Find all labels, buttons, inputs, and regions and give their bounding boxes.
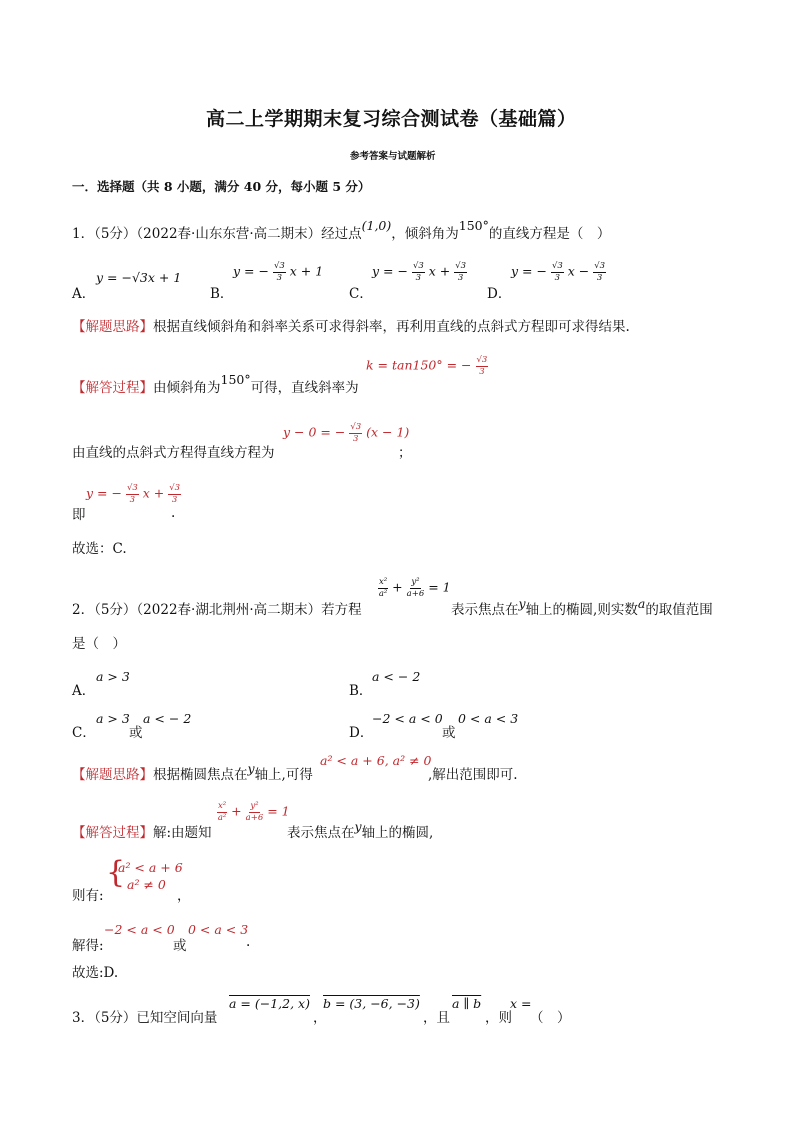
q2-proc-a: 解:由题知 xyxy=(153,825,212,841)
q2-proc-tag: 【解答过程】 xyxy=(72,825,153,841)
q1-option-c[interactable] xyxy=(349,282,373,302)
q2-stem-a: 2．（5分）（2022春·湖北荆州·高二期末）若方程 xyxy=(72,602,362,618)
q2-opt-b-label: B． xyxy=(349,683,373,699)
q2-idea-a: 根据椭圆焦点在 xyxy=(153,767,248,783)
q1-semicolon: ； xyxy=(398,445,412,461)
q1-stem-c: 的直线方程是（ ） xyxy=(488,226,611,242)
q2-opt-a-label: A． xyxy=(72,683,96,699)
q2-proc-b: 表示焦点在 xyxy=(287,825,355,841)
q3-stem-c: ，则 xyxy=(485,1010,512,1026)
q1-line2: 由直线的点斜式方程得直线方程为 xyxy=(72,445,275,461)
q2-then: 则有: xyxy=(72,888,104,904)
q1-option-b-formula: y = − $\frac{√3}{3}$ x + 1 xyxy=(233,261,324,283)
q1-stem xyxy=(72,218,611,242)
q2-proc-ellipse-formula: $\frac{\text{x²}}{\text{a²}}$ + $\frac{\text{y²}}{a+6}$ = 1 xyxy=(217,801,290,823)
q3-stem xyxy=(72,1006,217,1026)
q3-sep: ， xyxy=(313,1010,327,1026)
q2-proc-y: y xyxy=(354,819,362,834)
q2-idea-y: y xyxy=(247,761,255,776)
q2-option-d-formula-1: −2 < a < 0 xyxy=(372,711,443,726)
q1-point: (1,0) xyxy=(361,218,392,233)
q2-stem-cont xyxy=(451,598,713,618)
q1-option-a-formula: y = −√3x + 1 xyxy=(96,270,182,285)
q2-solution-or: 或 xyxy=(173,938,187,954)
q2-proc-c: 轴上的椭圆, xyxy=(361,825,434,841)
q2-process xyxy=(72,821,212,841)
q3-stem-d: （ ） xyxy=(530,1010,571,1026)
q2-option-d[interactable] xyxy=(349,721,373,741)
q2-ellipse-formula: $\frac{\text{x²}}{\text{a²}}$ + $\frac{\text{y²}}{a+6}$ = 1 xyxy=(378,577,451,599)
q1-result-formula: y = − $\frac{√3}{3}$ x + $\frac{√3}{3}$ xyxy=(86,483,181,505)
q1-ji: 即 xyxy=(72,507,86,523)
q2-stem xyxy=(72,598,362,618)
q1-option-a[interactable] xyxy=(72,282,95,302)
q1-dot: . xyxy=(171,505,176,521)
q2-system-brace: { xyxy=(106,855,126,890)
q1-proc-tag: 【解答过程】 xyxy=(72,380,153,396)
q2-idea xyxy=(72,763,313,783)
q2-option-c-or: 或 xyxy=(129,725,143,741)
q3-stem-b: ，且 xyxy=(423,1010,450,1026)
q2-stem-c: 轴上的椭圆,则实数 xyxy=(525,602,638,618)
q2-system-line1: a² < a + 6 xyxy=(118,860,183,875)
q1-stem-a: 1．（5分）（2022春·山东东营·高二期末）经过点 xyxy=(72,226,362,242)
q2-stem-e: 是（ ） xyxy=(72,636,126,652)
q3-parallel: a ∥ b xyxy=(452,996,482,1011)
q1-angle: 150° xyxy=(458,218,489,233)
q2-option-c-formula-2: a < − 2 xyxy=(143,711,192,726)
page-title: 高二上学期期末复习综合测试卷（基础篇） xyxy=(206,108,577,130)
q2-option-a-formula: a > 3 xyxy=(96,669,130,684)
q2-y-var: y xyxy=(518,596,526,611)
q3-vector-b: b = (3, −6, −3) xyxy=(323,996,420,1011)
q1-option-d[interactable] xyxy=(487,282,511,302)
q2-solution-1: −2 < a < 0 xyxy=(104,922,175,937)
q1-opt-c-label: C． xyxy=(349,286,373,302)
q1-opt-b-label: B． xyxy=(210,286,234,302)
q2-option-b-formula: a < − 2 xyxy=(372,669,421,684)
q2-stem-d: 的取值范围 xyxy=(645,602,713,618)
q1-proc-angle: 150° xyxy=(220,372,251,387)
q1-option-d-formula: y = − $\frac{√3}{3}$ x − $\frac{√3}{3}$ xyxy=(511,261,606,283)
q1-proc-a: 由倾斜角为 xyxy=(153,380,221,396)
q2-solve: 解得: xyxy=(72,938,104,954)
q2-solution-2: 0 < a < 3 xyxy=(188,922,249,937)
q1-idea-tag: 【解题思路】 xyxy=(72,319,153,335)
q1-idea-text: 根据直线倾斜角和斜率关系可求得斜率，再利用直线的点斜式方程即可求得结果. xyxy=(153,319,630,335)
q1-opt-d-label: D． xyxy=(487,286,512,302)
q2-option-b[interactable] xyxy=(349,679,372,699)
q2-a-var: a xyxy=(637,596,646,611)
q1-option-c-formula: y = − $\frac{√3}{3}$ x + $\frac{√3}{3}$ xyxy=(372,261,467,283)
q2-option-c[interactable] xyxy=(72,721,96,741)
q2-process-cont xyxy=(287,821,433,841)
q2-opt-d-label: D． xyxy=(349,725,374,741)
q1-process xyxy=(72,372,359,396)
q2-idea-condition: a² < a + 6, a² ≠ 0 xyxy=(320,753,432,768)
q2-idea-b: 轴上,可得 xyxy=(254,767,313,783)
q1-answer: 故选：C. xyxy=(72,541,127,557)
q2-answer: 故选:D. xyxy=(72,965,119,981)
q3-x-eq: x = xyxy=(510,996,532,1011)
q2-idea-tag: 【解题思路】 xyxy=(72,767,153,783)
q3-vector-a: a = (−1,2, x) xyxy=(229,996,310,1011)
q2-system-line2: a² ≠ 0 xyxy=(127,877,166,892)
page-subtitle: 参考答案与试题解析 xyxy=(350,151,436,162)
q2-idea-c: ,解出范围即可. xyxy=(428,767,518,783)
q1-option-b[interactable] xyxy=(210,282,233,302)
section-heading: 一．选择题（共 8 小题，满分 40 分，每小题 5 分） xyxy=(72,179,371,194)
q2-option-d-formula-2: 0 < a < 3 xyxy=(458,711,519,726)
q2-option-a[interactable] xyxy=(72,679,95,699)
q2-opt-c-label: C． xyxy=(72,725,96,741)
q2-system-comma: ， xyxy=(177,888,191,904)
q3-stem-a: 3．（5分）已知空间向量 xyxy=(72,1010,218,1026)
q1-stem-b: ，倾斜角为 xyxy=(391,226,459,242)
q1-idea xyxy=(72,315,630,335)
q1-slope-formula: k = tan150° = − $\frac{√3}{3}$ xyxy=(366,355,488,377)
q1-opt-a-label: A． xyxy=(72,286,96,302)
q2-option-c-formula-1: a > 3 xyxy=(96,711,130,726)
q1-proc-b: 可得，直线斜率为 xyxy=(250,380,359,396)
q2-stem-b: 表示焦点在 xyxy=(451,602,519,618)
q2-option-d-or: 或 xyxy=(442,725,456,741)
q2-solution-dot: . xyxy=(246,934,251,950)
q1-pointslope-formula: y − 0 = − $\frac{√3}{3}$ (x − 1) xyxy=(283,422,410,444)
